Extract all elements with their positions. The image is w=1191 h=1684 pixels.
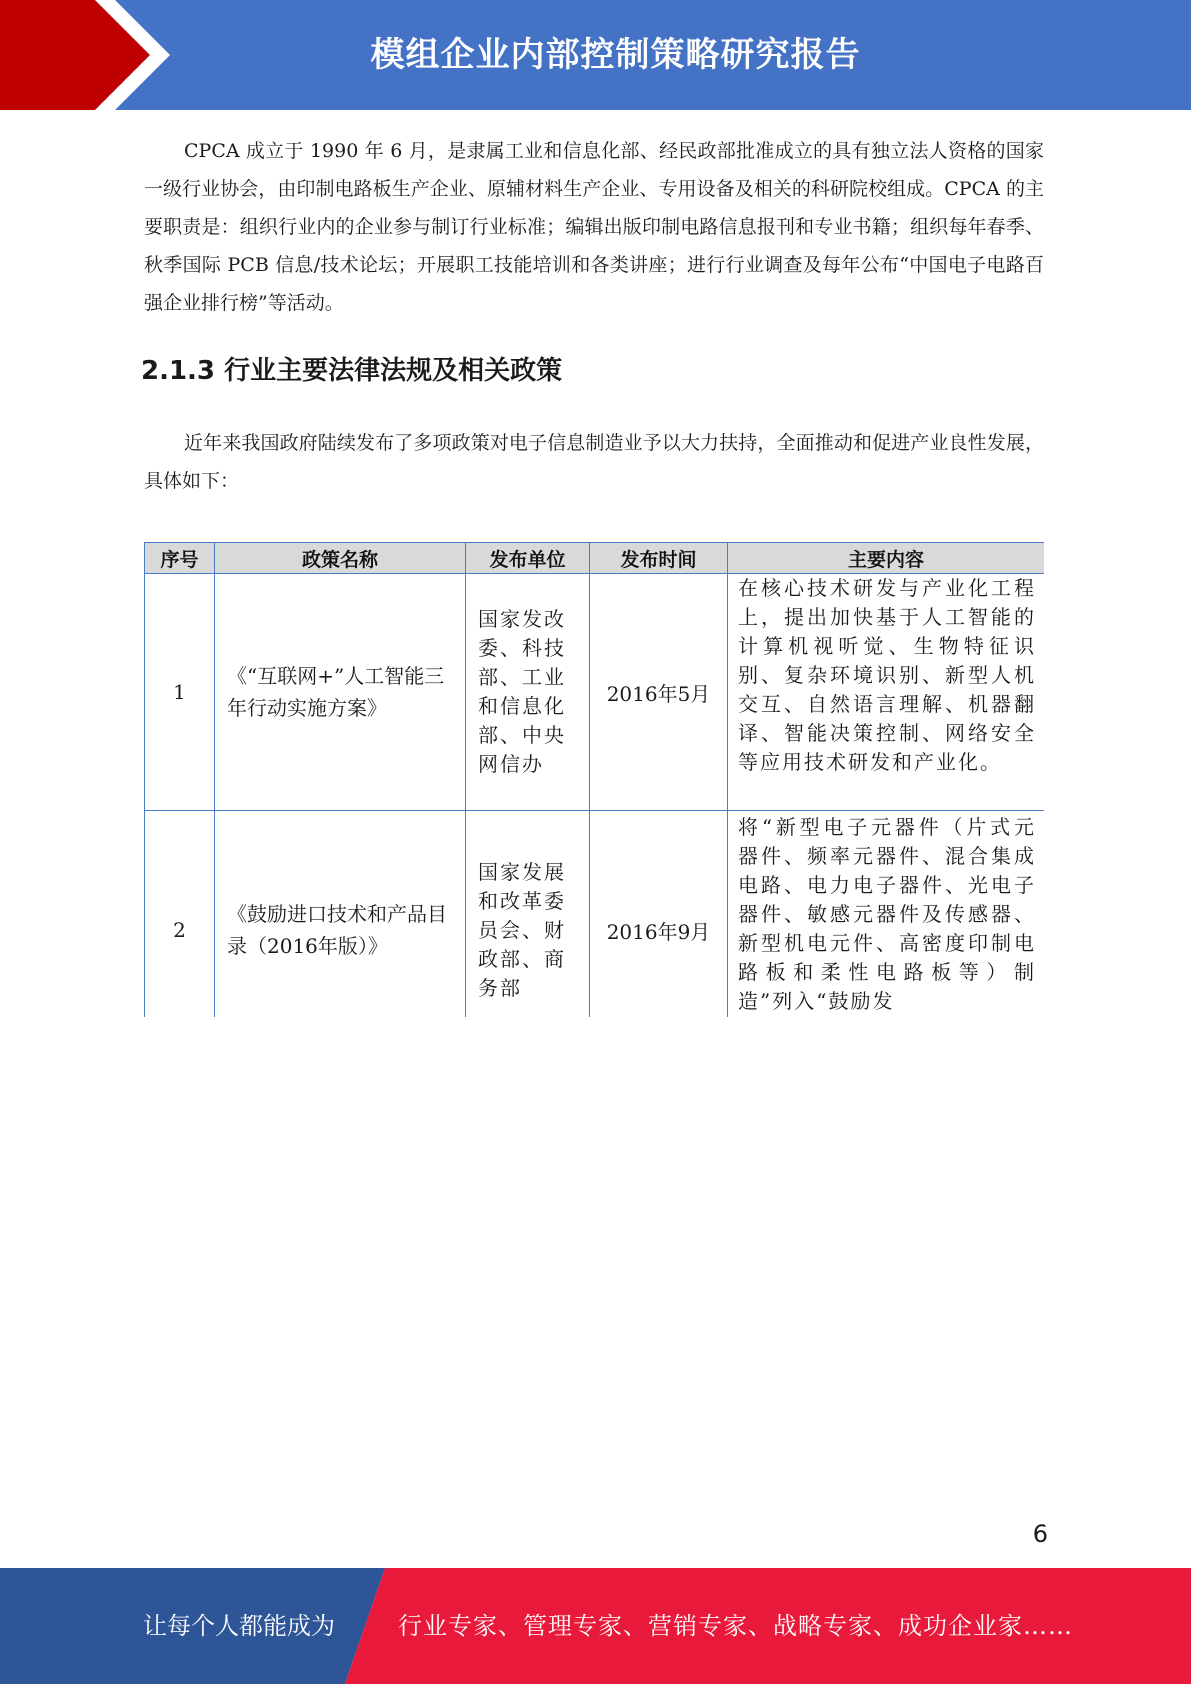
cell-no: 1 xyxy=(145,574,215,811)
column-header-content: 主要内容 xyxy=(728,543,1045,574)
footer-banner xyxy=(0,1568,1191,1684)
policy-table xyxy=(144,542,1044,1017)
cell-issuer: 国家发展和改革委员会、财政部、商务部 xyxy=(466,811,590,1018)
column-header-no: 序号 xyxy=(145,543,215,574)
cell-content: 在核心技术研发与产业化工程上，提出加快基于人工智能的计算机视听觉、生物特征识别、复杂环境识别、新型人机交互、自然语言理解、机器翻译、智能决策控制、网络安全等应用技术研发和产业化。 xyxy=(728,574,1045,811)
column-header-name: 政策名称 xyxy=(215,543,466,574)
footer-slogan-right: 行业专家、管理专家、营销专家、战略专家、成功企业家…… xyxy=(398,1612,1073,1640)
page-number: 6 xyxy=(1032,1520,1048,1548)
table-row xyxy=(145,811,1045,1018)
cell-date: 2016年9月 xyxy=(590,811,728,1018)
header-banner xyxy=(0,0,1191,110)
report-title: 模组企业内部控制策略研究报告 xyxy=(370,35,861,75)
intro-paragraph: CPCA 成立于 1990 年 6 月，是隶属工业和信息化部、经民政部批准成立的具有独立法人资格的国家一级行业协会，由印制电路板生产企业、原辅材料生产企业、专用设备及相关的科研院校组成。CPCA 的主要职责是：组织行业内的企业参与制订行业标准；编辑出版印制电路信息报刊和专业书籍；组织每年春季、秋季国际 PCB 信息/技术论坛；开展职工技能培训和各类讲座；进行行业调查及每年公布“中国电子电路百强企业排行榜”等活动。 xyxy=(144,140,1044,314)
table-row xyxy=(145,574,1045,811)
cell-policy-name: 《鼓励进口技术和产品目录（2016年版）》 xyxy=(215,811,466,1018)
cell-content: 将“新型电子元器件（片式元器件、频率元器件、混合集成电路、电力电子器件、光电子器件、敏感元器件及传感器、新型机电元件、高密度印制电路板和柔性电路板等）制造”列入“鼓励发 xyxy=(728,811,1045,1018)
column-header-issuer: 发布单位 xyxy=(466,543,590,574)
column-header-date: 发布时间 xyxy=(590,543,728,574)
section-intro-paragraph: 近年来我国政府陆续发布了多项政策对电子信息制造业予以大力扶持，全面推动和促进产业良性发展，具体如下： xyxy=(144,432,1044,492)
cell-no: 2 xyxy=(145,811,215,1018)
table-header-row xyxy=(145,543,1045,574)
footer-slogan-left: 让每个人都能成为 xyxy=(143,1612,335,1640)
section-heading: 2.1.3 行业主要法律法规及相关政策 xyxy=(141,356,563,386)
cell-policy-name: 《“互联网+”人工智能三年行动实施方案》 xyxy=(215,574,466,811)
policy-table-container xyxy=(144,542,1044,1017)
cell-date: 2016年5月 xyxy=(590,574,728,811)
cell-issuer: 国家发改委、科技部、工业和信息化部、中央网信办 xyxy=(466,574,590,811)
